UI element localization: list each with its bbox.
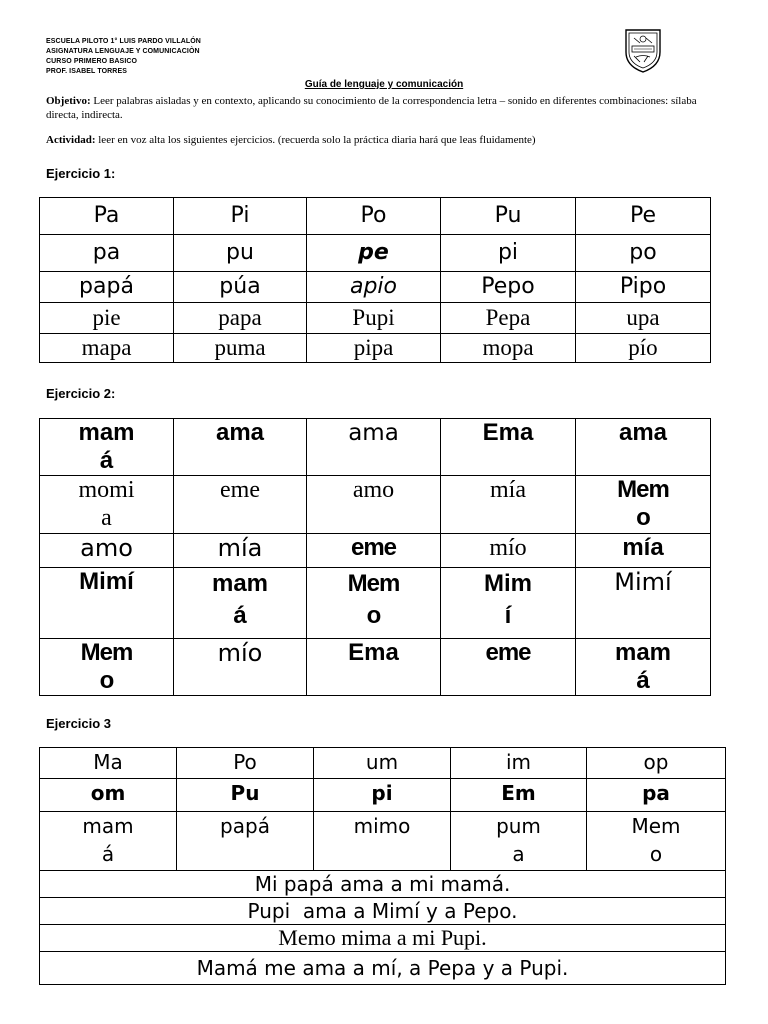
exercise1-table <box>39 197 711 363</box>
ex2-cell: mío <box>441 534 576 568</box>
ex2-cell: mía <box>576 534 711 568</box>
ex3-cell: mam á <box>40 812 177 871</box>
table-row <box>40 871 726 898</box>
ex2-cell: Mimí <box>576 568 711 639</box>
ex1-cell: mapa <box>40 334 174 363</box>
ex3-cell: om <box>40 779 177 812</box>
sentence-cell: Mamá me ama a mí, a Pepa y a Pupi. <box>40 952 726 985</box>
ex2-cell: mío <box>174 639 307 696</box>
ex3-cell: Mem o <box>587 812 726 871</box>
table-row <box>40 812 726 871</box>
school-header <box>46 37 201 77</box>
exercise2-label: Ejercicio 2: <box>46 386 116 401</box>
school-seal-icon <box>620 26 666 74</box>
ex2-cell: momi a <box>40 476 174 534</box>
ex1-cell: pa <box>40 235 174 272</box>
ex2-cell: Mimí <box>40 568 174 639</box>
activity-text: leer en voz alta los siguientes ejercicios. (recuerda solo la práctica diaria hará que leas fluidamente) <box>95 134 536 146</box>
ex2-cell: eme <box>174 476 307 534</box>
ex2-cell: eme <box>307 534 441 568</box>
ex2-cell: ama <box>576 419 711 476</box>
ex1-cell: pe <box>307 235 441 272</box>
ex1-cell: pipa <box>307 334 441 363</box>
ex2-cell: Mim í <box>441 568 576 639</box>
ex2-cell: ama <box>307 419 441 476</box>
ex2-cell: Mem o <box>40 639 174 696</box>
exercise3-table <box>39 747 726 985</box>
ex1-cell: papa <box>174 303 307 334</box>
table-row <box>40 898 726 925</box>
ex2-cell: mía <box>174 534 307 568</box>
sentence-cell: Pupi ama a Mimí y a Pepo. <box>40 898 726 925</box>
table-row <box>40 748 726 779</box>
ex2-cell: mam á <box>576 639 711 696</box>
objective-paragraph <box>46 94 726 122</box>
table-row <box>40 272 711 303</box>
ex1-cell: Pepa <box>441 303 576 334</box>
ex2-cell: amo <box>40 534 174 568</box>
ex1-cell: mopa <box>441 334 576 363</box>
ex1-cell: po <box>576 235 711 272</box>
ex3-cell: papá <box>177 812 314 871</box>
ex3-cell: mimo <box>314 812 451 871</box>
exercise3-label: Ejercicio 3 <box>46 716 112 731</box>
ex1-cell: Pipo <box>576 272 711 303</box>
activity-label: Actividad: <box>46 134 96 146</box>
table-row <box>40 779 726 812</box>
exercise2-table <box>39 418 711 696</box>
ex1-cell: Pi <box>174 198 307 235</box>
ex3-cell: um <box>314 748 451 779</box>
ex3-cell: Em <box>451 779 587 812</box>
ex3-cell: im <box>451 748 587 779</box>
school-name: ESCUELA PILOTO 1° LUIS PARDO VILLALÓN <box>46 38 201 45</box>
ex2-cell: mam á <box>174 568 307 639</box>
ex3-cell: Pu <box>177 779 314 812</box>
table-row <box>40 235 711 272</box>
table-row <box>40 639 711 696</box>
ex1-cell: Pu <box>441 198 576 235</box>
objective-text: Leer palabras aisladas y en contexto, aplicando su conocimiento de la correspondencia letra – sonido en diferentes combinaciones: sílaba directa, indirecta. <box>46 95 697 121</box>
ex3-cell: Po <box>177 748 314 779</box>
course-line: CURSO PRIMERO BASICO <box>46 58 138 65</box>
ex1-cell: puma <box>174 334 307 363</box>
exercise1-label: Ejercicio 1: <box>46 166 116 181</box>
ex2-cell: mía <box>441 476 576 534</box>
table-row <box>40 568 711 639</box>
table-row <box>40 198 711 235</box>
teacher-line: PROF. ISABEL TORRES <box>46 68 127 75</box>
table-row <box>40 952 726 985</box>
table-row <box>40 334 711 363</box>
ex3-cell: op <box>587 748 726 779</box>
ex2-cell: Ema <box>307 639 441 696</box>
ex1-cell: pu <box>174 235 307 272</box>
sentence-cell: Memo mima a mi Pupi. <box>40 925 726 952</box>
activity-paragraph <box>46 133 726 147</box>
ex1-cell: upa <box>576 303 711 334</box>
subject-line: ASIGNATURA LENGUAJE Y COMUNICACIÒN <box>46 48 200 55</box>
ex3-cell: Ma <box>40 748 177 779</box>
ex1-cell: Pupi <box>307 303 441 334</box>
ex1-cell: púa <box>174 272 307 303</box>
ex1-cell: Pepo <box>441 272 576 303</box>
ex2-cell: Mem o <box>307 568 441 639</box>
ex3-cell: pa <box>587 779 726 812</box>
ex1-cell: Pa <box>40 198 174 235</box>
ex1-cell: papá <box>40 272 174 303</box>
ex2-cell: eme <box>441 639 576 696</box>
ex2-cell: amo <box>307 476 441 534</box>
ex1-cell: apio <box>307 272 441 303</box>
ex2-cell: Ema <box>441 419 576 476</box>
table-row <box>40 534 711 568</box>
ex2-cell: ama <box>174 419 307 476</box>
ex1-cell: pi <box>441 235 576 272</box>
ex1-cell: Pe <box>576 198 711 235</box>
table-row <box>40 303 711 334</box>
ex3-cell: pum a <box>451 812 587 871</box>
ex2-cell: Mem o <box>576 476 711 534</box>
ex2-cell: mam á <box>40 419 174 476</box>
guide-title: Guía de lenguaje y comunicación <box>304 79 464 90</box>
ex1-cell: Po <box>307 198 441 235</box>
table-row <box>40 476 711 534</box>
ex3-cell: pi <box>314 779 451 812</box>
sentence-cell: Mi papá ama a mi mamá. <box>40 871 726 898</box>
ex1-cell: pío <box>576 334 711 363</box>
table-row <box>40 925 726 952</box>
table-row <box>40 419 711 476</box>
objective-label: Objetivo: <box>46 95 91 107</box>
ex1-cell: pie <box>40 303 174 334</box>
